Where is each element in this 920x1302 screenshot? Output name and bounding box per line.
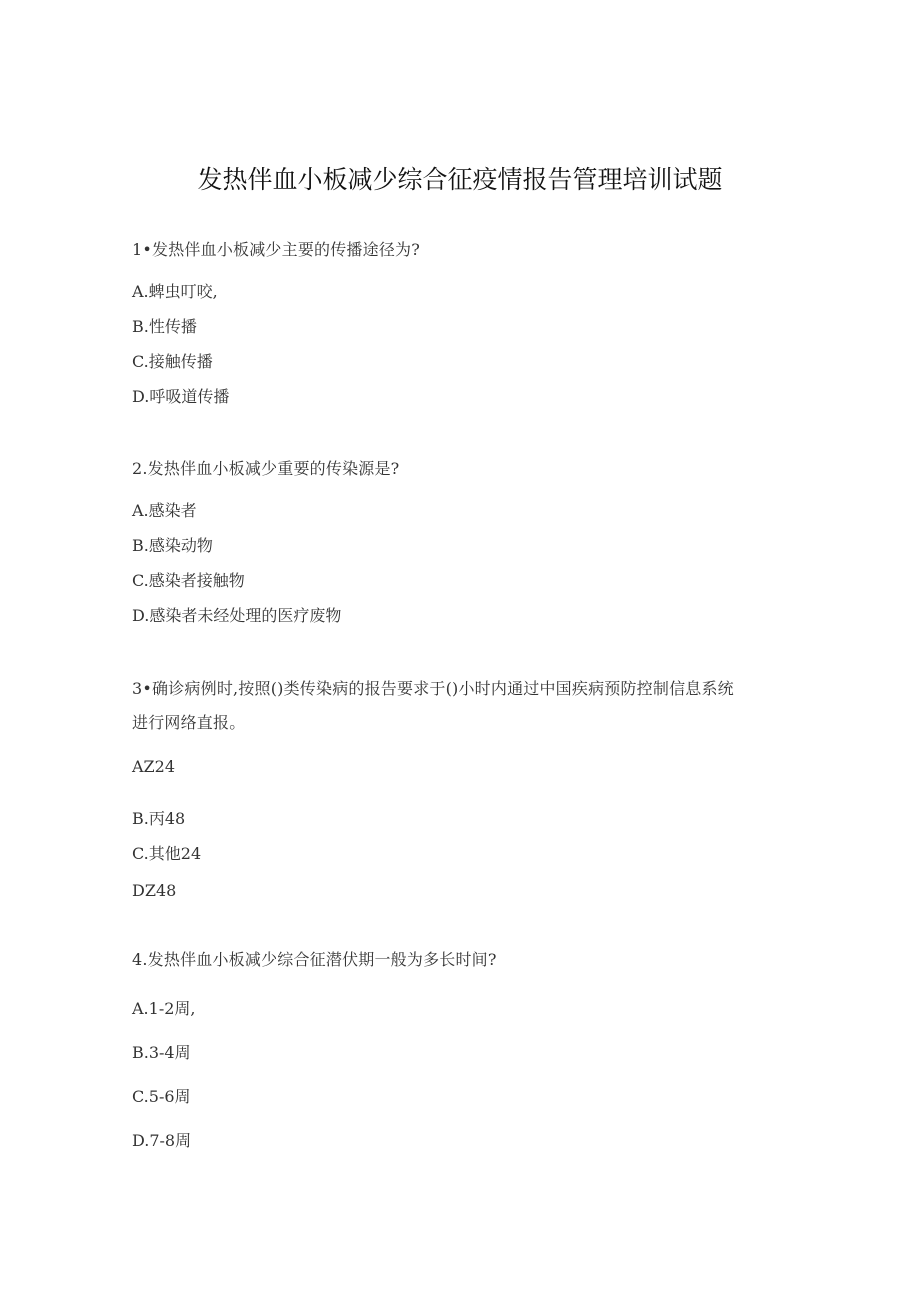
question-1-option-c: C.接触传播: [132, 352, 213, 371]
question-1-option-b: B.性传播: [132, 317, 197, 336]
question-2-option-d: D.感染者未经处理的医疗废物: [132, 606, 342, 625]
question-2-stem: 2.发热伴血小板减少重要的传染源是?: [132, 459, 400, 478]
question-3-stem-line-1: 3•确诊病例时,按照()类传染病的报告要求于()小时内通过中国疾病预防控制信息系统: [132, 679, 734, 698]
question-3-stem-line-2: 进行网络直报。: [132, 713, 246, 732]
question-3-option-a: AZ24: [132, 757, 176, 776]
question-2-option-c: C.感染者接触物: [132, 571, 245, 590]
question-3-option-d: DZ48: [132, 881, 177, 900]
question-4-option-c: C.5-6周: [132, 1087, 191, 1106]
question-3-option-b: B.丙48: [132, 809, 186, 828]
question-3-option-c: C.其他24: [132, 844, 202, 863]
question-4-option-b: B.3-4周: [132, 1043, 191, 1062]
question-1-option-a: A.蜱虫叮咬,: [132, 282, 218, 301]
question-4-option-a: A.1-2周,: [132, 999, 196, 1018]
question-4-stem: 4.发热伴血小板减少综合征潜伏期一般为多长时间?: [132, 950, 497, 969]
question-1-stem: 1•发热伴血小板减少主要的传播途径为?: [132, 240, 420, 259]
document-title: 发热伴血小板减少综合征疫情报告管理培训试题: [197, 165, 723, 194]
question-2-option-b: B.感染动物: [132, 536, 213, 555]
question-2-option-a: A.感染者: [132, 501, 197, 520]
question-4-option-d: D.7-8周: [132, 1131, 192, 1150]
question-1-option-d: D.呼吸道传播: [132, 387, 230, 406]
